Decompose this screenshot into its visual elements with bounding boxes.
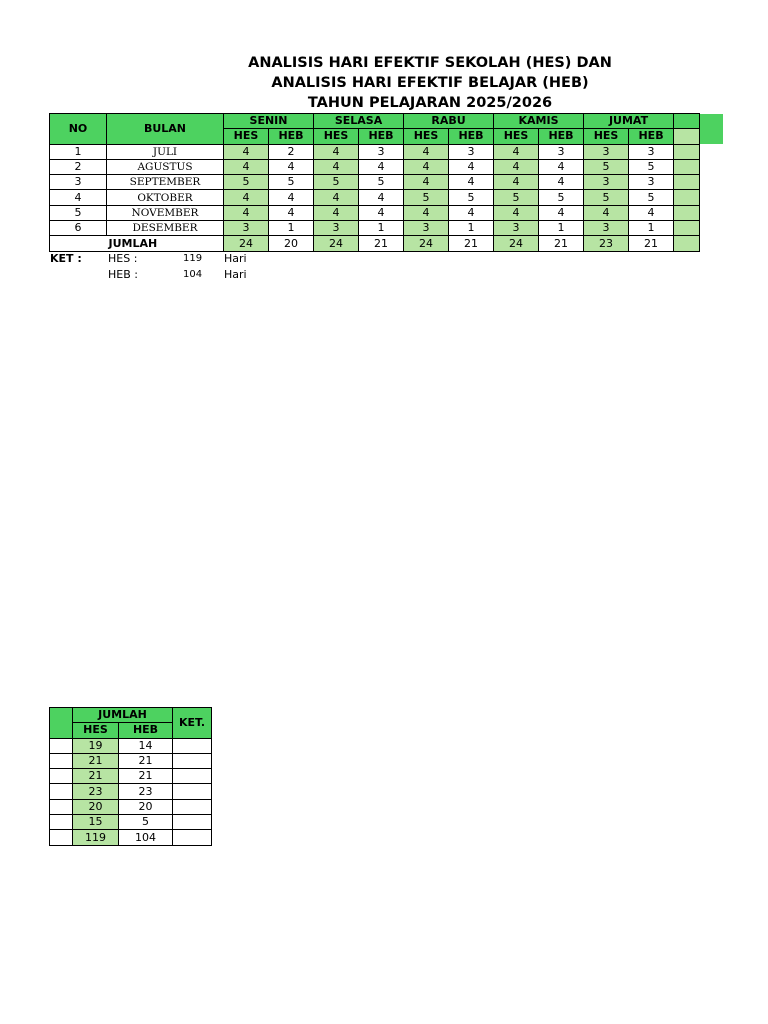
row-extra xyxy=(674,175,700,190)
summary-ket-value xyxy=(173,753,212,768)
row-extra xyxy=(674,144,700,159)
ket-heb-unit: Hari xyxy=(224,268,247,281)
summary-hes-value: 21 xyxy=(73,769,119,784)
summary-subheader-heb: HEB xyxy=(119,723,173,738)
summary-row xyxy=(50,753,212,768)
summary-hes-value: 15 xyxy=(73,815,119,830)
summary-row xyxy=(50,799,212,814)
header-no: NO xyxy=(50,114,107,145)
summary-hes-value: 23 xyxy=(73,784,119,799)
total-hes-value: 24 xyxy=(494,236,539,251)
row-heb-value: 3 xyxy=(359,144,404,159)
row-hes-value: 4 xyxy=(404,175,449,190)
row-hes-value: 3 xyxy=(584,144,629,159)
header-extra xyxy=(674,114,700,129)
row-hes-value: 5 xyxy=(584,190,629,205)
total-hes-value: 23 xyxy=(584,236,629,251)
row-hes-value: 5 xyxy=(494,190,539,205)
subheader-heb: HEB xyxy=(539,129,584,144)
summary-heb-value: 20 xyxy=(119,799,173,814)
summary-blank-header xyxy=(50,708,73,739)
subheader-hes: HES xyxy=(404,129,449,144)
title-line-3: TAHUN PELAJARAN 2025/2026 xyxy=(307,95,553,111)
row-bulan: NOVEMBER xyxy=(107,205,224,220)
title-line-1: ANALISIS HARI EFEKTIF SEKOLAH (HES) DAN xyxy=(248,55,612,71)
subheader-hes: HES xyxy=(314,129,359,144)
header-day-senin: SENIN xyxy=(224,114,314,129)
row-heb-value: 4 xyxy=(359,159,404,174)
summary-heb-value: 5 xyxy=(119,815,173,830)
row-heb-value: 3 xyxy=(449,144,494,159)
row-no: 4 xyxy=(50,190,107,205)
subheader-heb: HEB xyxy=(449,129,494,144)
row-heb-value: 5 xyxy=(359,175,404,190)
total-label: JUMLAH xyxy=(107,236,224,251)
row-heb-value: 3 xyxy=(539,144,584,159)
summary-heb-value: 21 xyxy=(119,753,173,768)
total-hes-value: 24 xyxy=(404,236,449,251)
row-hes-value: 4 xyxy=(494,144,539,159)
subheader-hes: HES xyxy=(224,129,269,144)
table-row xyxy=(50,221,700,236)
row-heb-value: 5 xyxy=(629,190,674,205)
total-heb-value: 21 xyxy=(629,236,674,251)
row-heb-value: 4 xyxy=(629,205,674,220)
row-hes-value: 4 xyxy=(314,144,359,159)
summary-blank xyxy=(50,815,73,830)
subheader-extra xyxy=(674,129,700,144)
row-hes-value: 3 xyxy=(494,221,539,236)
summary-blank xyxy=(50,753,73,768)
summary-table-body xyxy=(50,738,212,845)
summary-hes-value: 119 xyxy=(73,830,119,845)
row-no: 3 xyxy=(50,175,107,190)
total-heb-value: 21 xyxy=(539,236,584,251)
summary-hes-value: 19 xyxy=(73,738,119,753)
row-heb-value: 4 xyxy=(449,205,494,220)
row-hes-value: 3 xyxy=(314,221,359,236)
row-heb-value: 4 xyxy=(359,190,404,205)
summary-blank xyxy=(50,784,73,799)
summary-ket-value xyxy=(173,738,212,753)
summary-blank xyxy=(50,799,73,814)
row-heb-value: 4 xyxy=(269,159,314,174)
table-row xyxy=(50,205,700,220)
summary-blank xyxy=(50,830,73,845)
subheader-heb: HEB xyxy=(269,129,314,144)
summary-ket-value xyxy=(173,815,212,830)
row-hes-value: 4 xyxy=(404,205,449,220)
row-heb-value: 4 xyxy=(539,159,584,174)
row-hes-value: 4 xyxy=(404,159,449,174)
summary-heb-value: 14 xyxy=(119,738,173,753)
row-heb-value: 1 xyxy=(449,221,494,236)
row-extra xyxy=(674,159,700,174)
ket-hes-value: 119 xyxy=(183,253,203,264)
total-heb-value: 21 xyxy=(359,236,404,251)
subheader-hes: HES xyxy=(584,129,629,144)
summary-row xyxy=(50,784,212,799)
total-blank xyxy=(50,236,107,251)
row-extra xyxy=(674,221,700,236)
row-bulan: DESEMBER xyxy=(107,221,224,236)
summary-heb-value: 21 xyxy=(119,769,173,784)
summary-ket-value xyxy=(173,799,212,814)
row-no: 5 xyxy=(50,205,107,220)
total-hes-value: 24 xyxy=(224,236,269,251)
summary-row xyxy=(50,830,212,845)
row-extra xyxy=(674,205,700,220)
row-no: 2 xyxy=(50,159,107,174)
row-hes-value: 3 xyxy=(584,221,629,236)
summary-row xyxy=(50,769,212,784)
total-heb-value: 21 xyxy=(449,236,494,251)
row-hes-value: 4 xyxy=(224,144,269,159)
ket-heb-value: 104 xyxy=(183,269,203,280)
row-hes-value: 4 xyxy=(224,205,269,220)
header-fill-strip xyxy=(699,114,723,144)
summary-heb-value: 23 xyxy=(119,784,173,799)
total-hes-value: 24 xyxy=(314,236,359,251)
row-hes-value: 4 xyxy=(314,205,359,220)
row-heb-value: 4 xyxy=(269,205,314,220)
ket-heb-label: HEB : xyxy=(108,268,138,281)
row-hes-value: 4 xyxy=(314,190,359,205)
title-line-2: ANALISIS HARI EFEKTIF BELAJAR (HEB) xyxy=(271,75,589,91)
row-heb-value: 1 xyxy=(539,221,584,236)
summary-ket-value xyxy=(173,784,212,799)
table-row xyxy=(50,175,700,190)
row-hes-value: 4 xyxy=(494,205,539,220)
row-extra xyxy=(674,190,700,205)
summary-row xyxy=(50,738,212,753)
row-heb-value: 3 xyxy=(629,175,674,190)
total-heb-value: 20 xyxy=(269,236,314,251)
ket-label: KET : xyxy=(50,252,82,265)
subheader-hes: HES xyxy=(494,129,539,144)
row-hes-value: 5 xyxy=(224,175,269,190)
table-row xyxy=(50,190,700,205)
ket-hes-unit: Hari xyxy=(224,252,247,265)
total-row xyxy=(50,236,700,251)
summary-header-jumlah: JUMLAH xyxy=(73,708,173,723)
row-hes-value: 3 xyxy=(224,221,269,236)
row-hes-value: 4 xyxy=(224,159,269,174)
row-hes-value: 3 xyxy=(584,175,629,190)
row-no: 1 xyxy=(50,144,107,159)
header-day-rabu: RABU xyxy=(404,114,494,129)
row-heb-value: 3 xyxy=(629,144,674,159)
row-hes-value: 4 xyxy=(314,159,359,174)
row-heb-value: 1 xyxy=(629,221,674,236)
summary-table xyxy=(49,707,212,846)
row-heb-value: 1 xyxy=(269,221,314,236)
subheader-heb: HEB xyxy=(359,129,404,144)
row-bulan: SEPTEMBER xyxy=(107,175,224,190)
row-hes-value: 4 xyxy=(494,159,539,174)
header-day-jumat: JUMAT xyxy=(584,114,674,129)
row-heb-value: 5 xyxy=(539,190,584,205)
summary-hes-value: 21 xyxy=(73,753,119,768)
subheader-heb: HEB xyxy=(629,129,674,144)
summary-row xyxy=(50,815,212,830)
summary-blank xyxy=(50,738,73,753)
row-heb-value: 5 xyxy=(629,159,674,174)
header-bulan: BULAN xyxy=(107,114,224,145)
row-heb-value: 4 xyxy=(359,205,404,220)
row-hes-value: 5 xyxy=(584,159,629,174)
row-hes-value: 3 xyxy=(404,221,449,236)
row-hes-value: 5 xyxy=(314,175,359,190)
summary-ket-value xyxy=(173,769,212,784)
row-bulan: OKTOBER xyxy=(107,190,224,205)
row-hes-value: 4 xyxy=(404,144,449,159)
row-heb-value: 4 xyxy=(449,159,494,174)
row-heb-value: 4 xyxy=(269,190,314,205)
row-bulan: JULI xyxy=(107,144,224,159)
summary-blank xyxy=(50,769,73,784)
document-title xyxy=(220,53,640,113)
total-extra xyxy=(674,236,700,251)
row-heb-value: 5 xyxy=(449,190,494,205)
row-heb-value: 4 xyxy=(449,175,494,190)
row-heb-value: 4 xyxy=(539,175,584,190)
summary-hes-value: 20 xyxy=(73,799,119,814)
main-table-body xyxy=(50,144,700,251)
row-hes-value: 5 xyxy=(404,190,449,205)
header-day-kamis: KAMIS xyxy=(494,114,584,129)
table-row xyxy=(50,159,700,174)
row-hes-value: 4 xyxy=(494,175,539,190)
row-heb-value: 2 xyxy=(269,144,314,159)
row-heb-value: 5 xyxy=(269,175,314,190)
effective-days-table xyxy=(49,113,700,252)
row-bulan: AGUSTUS xyxy=(107,159,224,174)
summary-ket-value xyxy=(173,830,212,845)
ket-hes-label: HES : xyxy=(108,252,138,265)
row-heb-value: 1 xyxy=(359,221,404,236)
table-row xyxy=(50,144,700,159)
summary-header-ket: KET. xyxy=(173,708,212,739)
row-heb-value: 4 xyxy=(539,205,584,220)
summary-subheader-hes: HES xyxy=(73,723,119,738)
row-hes-value: 4 xyxy=(584,205,629,220)
header-day-selasa: SELASA xyxy=(314,114,404,129)
row-hes-value: 4 xyxy=(224,190,269,205)
summary-heb-value: 104 xyxy=(119,830,173,845)
row-no: 6 xyxy=(50,221,107,236)
